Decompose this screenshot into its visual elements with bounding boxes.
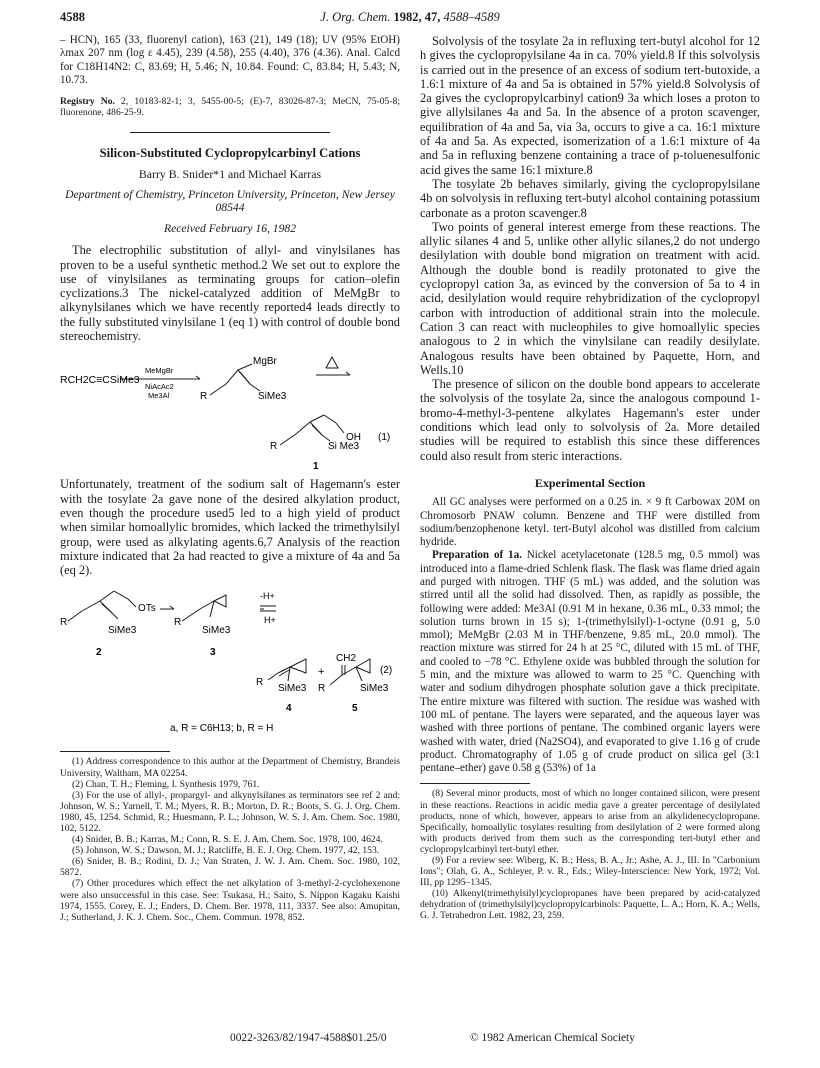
- eq1-reagent-niacac: NiAcAc2: [145, 382, 174, 392]
- tosylate-2b-paragraph: The tosylate 2b behaves similarly, giving the cyclopropylsilane 4b on solvolysis in refluxing tert-butyl alcohol containing potassium carbonate as a proton scavenger.8: [420, 176, 760, 220]
- eq1-product-sime3: Si Me3: [328, 441, 360, 453]
- eq1-reagent-me3al: Me3Al: [148, 391, 170, 401]
- experimental-heading: Experimental Section: [534, 475, 646, 490]
- registry-label: Registry No.: [60, 96, 115, 108]
- eq1-reagent-memgbr: MeMgBr: [145, 366, 174, 376]
- eq2-h-plus: H+: [264, 615, 276, 626]
- received-date: Received February 16, 1982: [164, 221, 296, 235]
- eq2-r-3: R: [174, 617, 182, 629]
- scheme-eq2: [60, 581, 400, 743]
- eq1-number: (1): [378, 432, 391, 444]
- compound-5-label: 5: [352, 703, 358, 715]
- scheme-eq1: [60, 343, 400, 475]
- compound-3-label: 3: [210, 647, 216, 659]
- footnote-rule-left: [60, 751, 170, 752]
- footnote: (3) For the use of allyl-, propargyl- and alkynylsilanes as terminators see ref 2 and: Johnson, W. S.; Yarnell, T. M.; Myers, R. B.; Morton, D. R.; Boots, S. G. J. Org. Chem. 1980, 45, 1254. Schmid, R.; Huesmann, P. L.; Johnson, W. S. J. Am. Chem. Soc. 1980, 102, 5122.: [60, 789, 400, 834]
- right-column: [420, 34, 760, 922]
- registry-text: 2, 10183-82-1; 3, 5455-00-5; (E)-7, 83026-87-3; MeCN, 75-05-8; fluorenone, 486-25-9.: [60, 96, 401, 119]
- journal-name: J. Org. Chem.: [320, 10, 391, 24]
- solvolysis-paragraph: Solvolysis of the tosylate 2a in refluxing tert-butyl alcohol for 12 h gives the cyclopropylsilane 4a in ca. 70% yield.8 If this solvolysis is carried out in the presence of an excess of sodium tert-butoxide, a 1.6:1 mixture of 4a and 5a is obtained in 57% yield.8 Solvolysis of 2a gives the cyclopropylcarbinyl cation9 3a which loses a proton to give allylsilanes 4a and 5a. In the absence of a proton scavenger, equilibration of 4a and 5a, via 3a, occurs to give a ca. 16:1 mixture of 4a and 5a. As expected, isomerization of a 1.6:1 mixture of 4a and 5a in refluxing benzene containing a trace of p-toluenesulfonic acid gives the same 16:1 mixture.8: [420, 34, 760, 177]
- compound-4-label: 4: [286, 703, 292, 715]
- previous-article-data: – HCN), 165 (33, fluorenyl cation), 163 (21), 149 (18); UV (95% EtOH) λmax 207 nm (log ε 4.45), 239 (4.58), 255 (4.40), 376 (4.36). Anal. Calcd for C18H14N2: C, 83.69; H, 5.46; N, 10.84. Found: C, 83.84; H, 5.43; N, 10.73.: [60, 34, 400, 86]
- eq2-ots-label: OTs: [138, 603, 156, 615]
- eq2-minus-h: -H+: [260, 591, 275, 602]
- intro-paragraph: The electrophilic substitution of allyl- and vinylsilanes has proven to be a useful synthetic method.2 We set out to explore the use of vinylsilanes as terminating groups for cation–olefin cyclizations.3 The nickel-catalyzed addition of MeMgBr to alkynylsilanes which we have recently reported4 leads directly to the fully substituted vinylsilane 1 (eq 1) with control of double bond stereochemistry.: [60, 243, 400, 344]
- eq1-intermediate-r: R: [200, 391, 208, 403]
- eq2-plus: +: [318, 666, 325, 679]
- silicon-effect-paragraph: The presence of silicon on the double bond appears to accelerate the solvolysis of the tosylate 2a, since the analogous compound 1-bromo-4-methyl-3-pentene alkylates Hagemann's ester under conditions which lead only to solvolysis of 2a. More detailed studies will be required to establish this since these differences could also result from steric interactions.: [420, 377, 760, 463]
- footnote-rule-right: [420, 783, 530, 784]
- footnote: (8) Several minor products, most of which no longer contained silicon, were present in these reactions. Reactions in acidic media gave a greater percentage of desilylated products, none of which, however, appears to arise from an alkylidenecyclopropane. Specifically, homoallylic tosylates resulting from desilylation of 2 were formed along with products derived from them such as the corresponding tert-butyl ether and cyclopropylcarbinyl tert-butyl ether.: [420, 788, 760, 855]
- eq1-mgbr-label: MgBr: [253, 356, 277, 368]
- eq1-reactant: RCH2C≡CSiMe3: [60, 374, 140, 387]
- article-authors: Barry B. Snider*1 and Michael Karras: [138, 166, 322, 181]
- footnotes-right: [420, 788, 760, 921]
- footnote: (10) Alkenyl(trimethylsilyl)cyclopropanes have been prepared by acid-catalyzed dehydration of (trimethylsilyl)cyclopropylcarbinols: Paquette, L. A.; Horn, K. A.; Wells, G. J. Tetrahedron Lett. 1982, 23, 259.: [420, 888, 760, 922]
- preparation-text: Nickel acetylacetonate (128.5 mg, 0.5 mmol) was introduced into a flame-dried Schlenk flask. The flask was flame dried again and purged with nitrogen. THF (5 mL) was added, and the solution was stirred until all the solid had dissolved. Then, as rapidly as possible, the following were added: Me3Al (0.91 M in hexane, 0.36 mL, 0.33 mmol; the solution turns brown in 15 s); 1-(trimethylsilyl)-1-octyne (0.91 g, 5.0 mmol); MeMgBr (2.03 M in THF/benzene, 9.85 mL, 20.0 mmol). The reaction mixture was stirred for 24 h at 25 °C, diluted with 15 mL of THF, and cooled to −78 °C. Ethylene oxide was bubbled through the solution for 5 min, and the mixture was allowed to warm to 25 °C. Quenching with water and sodium dihydrogen phosphate solution gave a thick precipitate. The entire mixture was filtered with suction. The residue was washed with 100 mL of pentane. The layers were separated, and the aqueous layer was washed with three portions of pentane. The combined organic layers were washed with water, dried (Na2SO4), and evaporated to give 1.16 g of crude product. Chromatography of 1.05 g of crude product on silica gel (3:1 pentane–ether) gave 0.58 g (53%) of 1a: [420, 549, 760, 775]
- eq1-product-oh: OH: [346, 432, 361, 444]
- eq2-sime3-2: SiMe3: [108, 625, 137, 637]
- page-number: 4588: [60, 10, 85, 24]
- eq2-r-2: R: [60, 617, 68, 629]
- compound-1-label: 1: [313, 461, 319, 473]
- preparation-label: Preparation of 1a.: [432, 549, 522, 562]
- compound-2-label: 2: [96, 647, 102, 659]
- footnote: (7) Other procedures which effect the net alkylation of 3-methyl-2-cyclohexenone were also unsuccessful in this case. See: Tsukasa, H.; Saito, S. Nippon Kagaku Kaishi 1974, 1555. Corey, E. J.; Enders, D. Chem. Ber. 1978, 111, 3337. See also: Amupitan, J.; Sutherland, J. K. J. Chem. Soc., Chem. Commun. 1978, 852.: [60, 878, 400, 923]
- eq2-sime3-5: SiMe3: [360, 683, 389, 695]
- footnote: (1) Address correspondence to this author at the Department of Chemistry, Brandeis University, Waltham, MA 02254.: [60, 756, 400, 779]
- article-title: Silicon-Substituted Cyclopropylcarbinyl Cations: [99, 146, 361, 161]
- preparation-1a: [420, 549, 760, 775]
- experimental-general: All GC analyses were performed on a 0.25 in. × 9 ft Carbowax 20M on Chromosorb PNAW column. Benzene and THF were distilled from sodium/benzophenone ketyl. tert-Butyl alcohol was distilled from calcium hydride.: [420, 496, 760, 549]
- eq2-number: (2): [380, 665, 393, 677]
- registry-numbers: [60, 96, 400, 118]
- eq2-ch2: CH2: [336, 653, 357, 665]
- eq1-product-r: R: [270, 441, 278, 453]
- copyright: © 1982 American Chemical Society: [470, 1032, 635, 1044]
- journal-year-volume: 1982, 47,: [393, 10, 441, 24]
- footnote: (5) Johnson, W. S.; Dawson, M. J.; Ratcliffe, B. E. J. Org. Chem. 1977, 42, 153.: [72, 845, 380, 857]
- article-code: 0022-3263/82/1947-4588$01.25/0: [230, 1032, 387, 1044]
- article-separator: [130, 132, 330, 133]
- footnotes-left: [60, 756, 400, 922]
- eq1-intermediate-sime3: SiMe3: [258, 391, 287, 403]
- eq2-sime3-4: SiMe3: [278, 683, 307, 695]
- footnote: (6) Snider, B. B.; Rodini, D. J.; Van Straten, J. W. J. Am. Chem. Soc. 1980, 102, 5872.: [60, 856, 400, 879]
- journal-citation: [60, 10, 760, 25]
- running-header: [60, 10, 760, 28]
- eq2-sime3-3: SiMe3: [202, 625, 231, 637]
- footnote: (9) For a review see: Wiberg, K. B.; Hess, B. A., Jr.; Ashe, A. J., III. In "Carbonium Ions"; Olah, G. A., Schleyer, P. v. R., Eds.; Wiley-Interscience: New York, 1972; Vol. III, pp 1295–1345.: [420, 855, 760, 889]
- left-column: [60, 34, 400, 923]
- results-paragraph: Unfortunately, treatment of the sodium salt of Hagemann's ester with the tosylate 2a gave none of the desired alkylation product, even though the procedure used5 led to a high yield of product when similar homoallylic bromides, which lacked the trimethylsilyl group, were used as alkylating agents.6,7 Analysis of the reaction mixture indicated that 2a had reacted to give a mixture of 4a and 5a (eq 2).: [60, 477, 400, 578]
- eq2-r-4: R: [256, 677, 264, 689]
- general-interest-paragraph: Two points of general interest emerge from these reactions. The allylic silanes 4 and 5, unlike other allylic silanes,2 do not undergo desilylation with double bond migration on treatment with acid. Although the double bond is readily protonated to give the cyclopropyl cation 3a, as evinced by the conversion of 5a to 4 in acid, desilylation would require rehybridization of the cyclopropyl carbon with introduction of additional strain into the molecule. Cation 3 can react with nucleophiles to give homoallylic species analogous to 2 in which the vinylsilane can readily desilylate. Analogous results have been obtained by Paquette, Horn, and Wells.10: [420, 219, 760, 377]
- journal-pages: 4588–4589: [443, 10, 500, 24]
- author-affiliation: Department of Chemistry, Princeton University, Princeton, New Jersey 08544: [65, 187, 395, 215]
- footnote: (2) Chan, T. H.; Fleming, I. Synthesis 1979, 761.: [72, 778, 260, 790]
- footnote: (4) Snider, B. B.; Karras, M.; Conn, R. S. E. J. Am. Chem. Soc. 1978, 100, 4624.: [72, 834, 383, 846]
- eq2-legend: a, R = C6H13; b, R = H: [170, 723, 274, 735]
- eq2-r-5: R: [318, 683, 326, 695]
